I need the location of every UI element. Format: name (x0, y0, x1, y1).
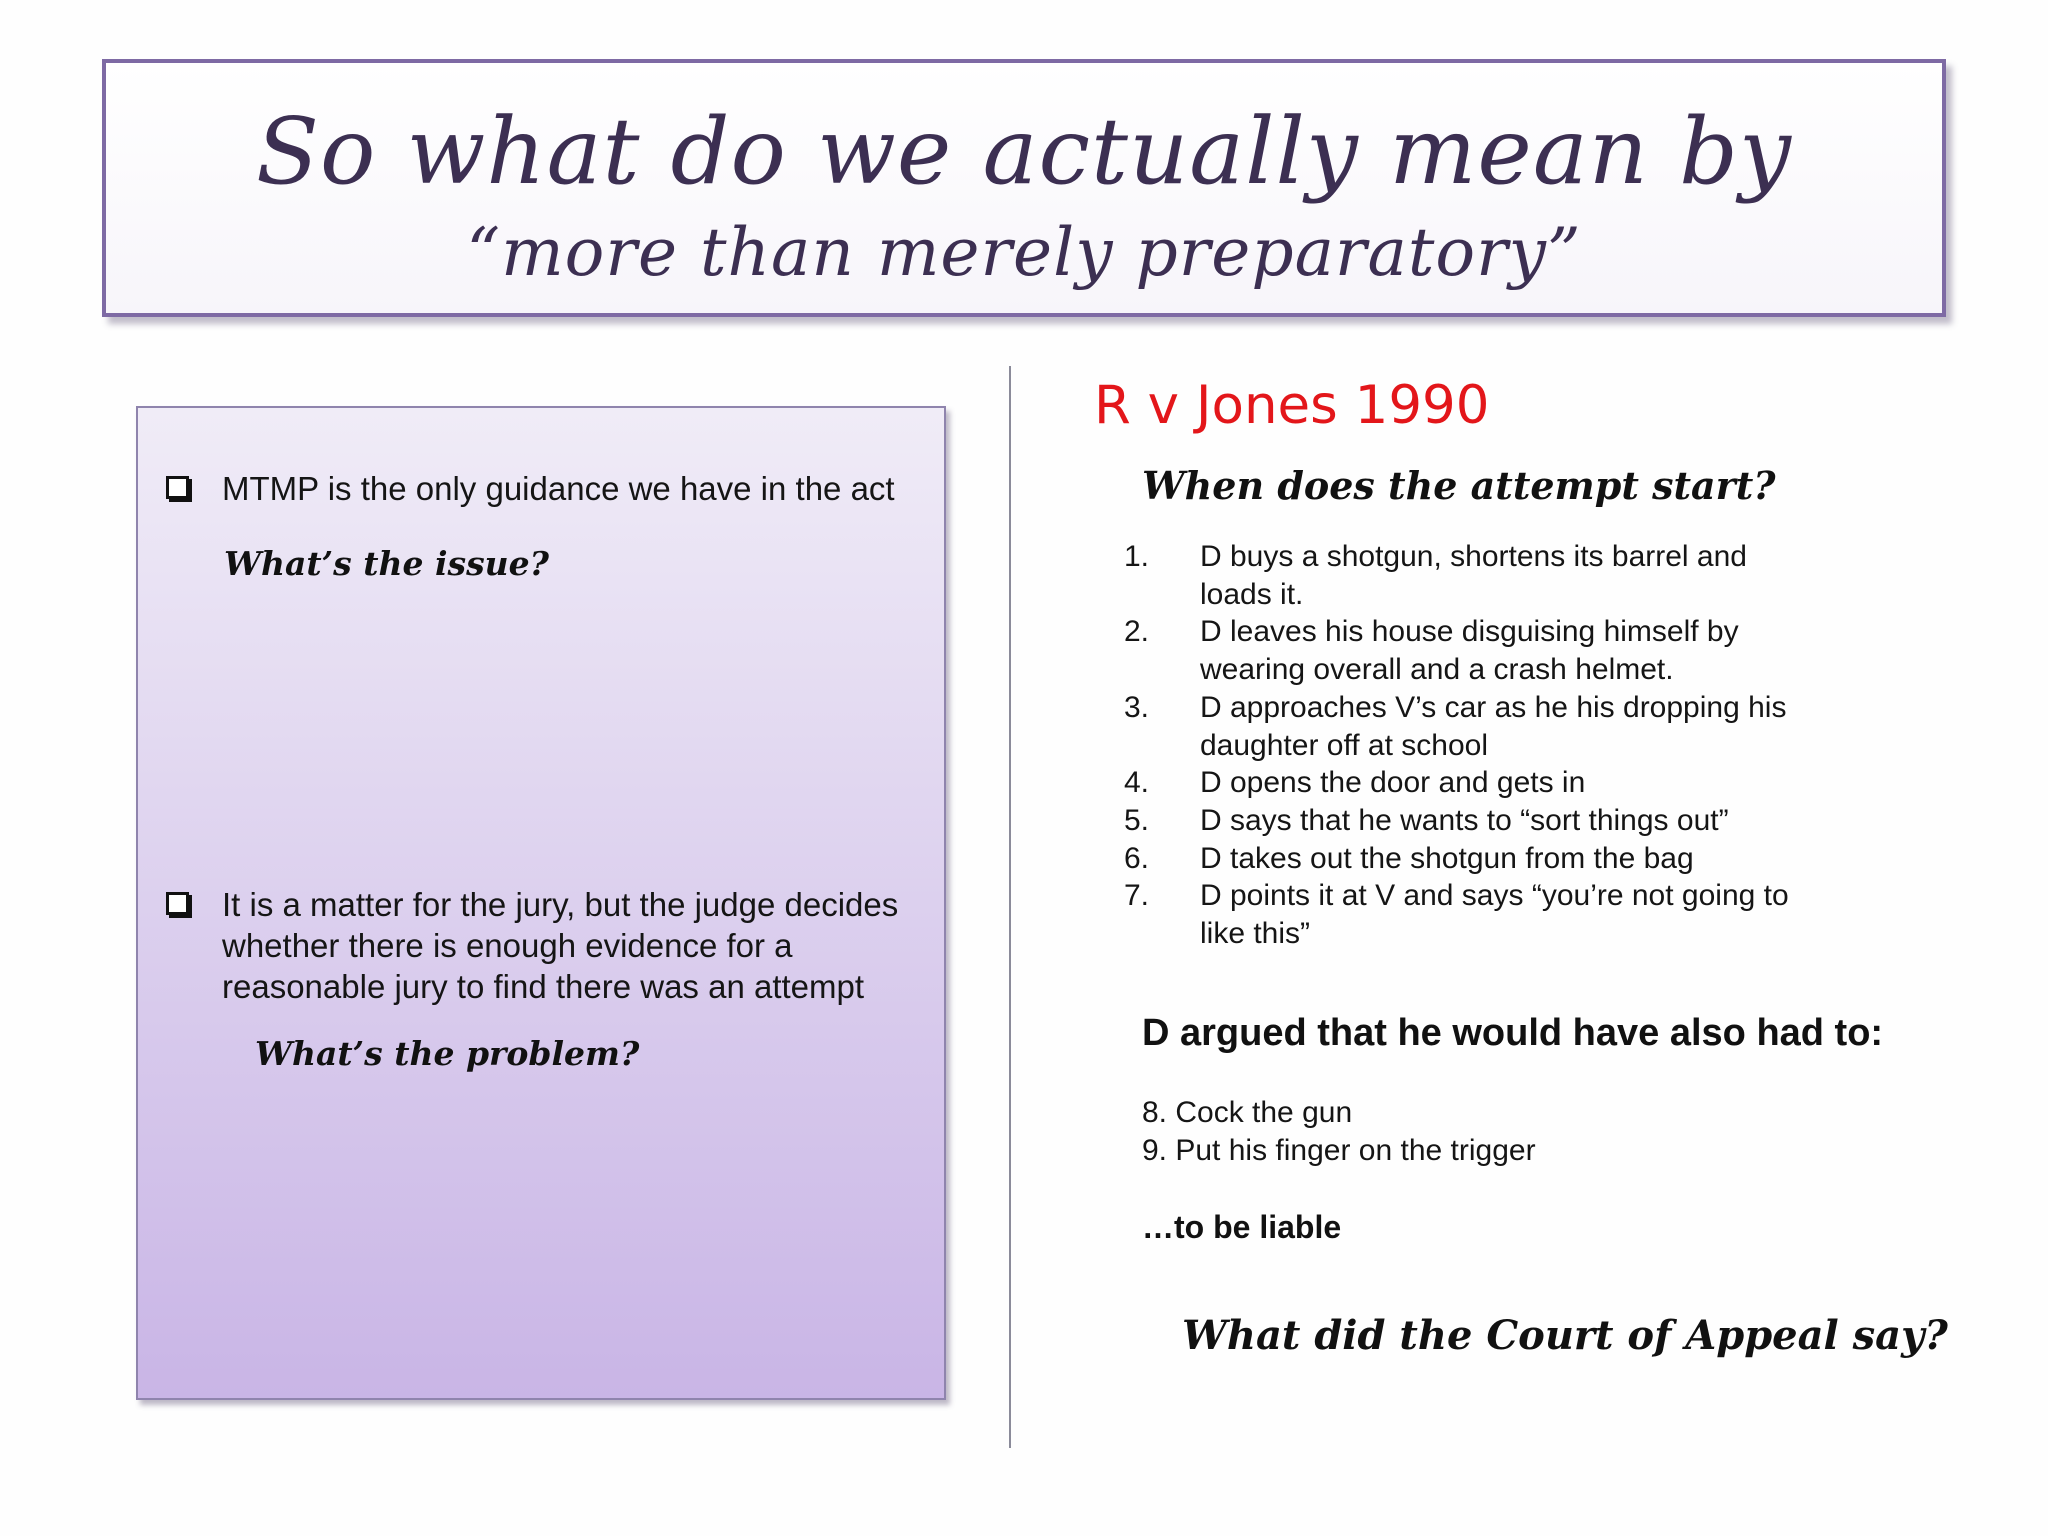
slide-subtitle: “more than merely preparatory” (466, 214, 1582, 291)
court-question: What did the Court of Appeal say? (1182, 1312, 1948, 1359)
bullet-question: What’s the issue? (224, 544, 549, 583)
checkbox-bullet-icon (166, 476, 189, 499)
attempt-question: When does the attempt start? (1142, 463, 1776, 508)
list-item: 2. D leaves his house disguising himself by wearing overall and a crash helmet. (1124, 615, 1739, 687)
argued-heading: D argued that he would have also had to: (1142, 1012, 1884, 1054)
list-item: 3. D approaches V’s car as he his dropping his daughter off at school (1124, 690, 1787, 762)
bullet-text: MTMP is the only guidance we have in the act (222, 470, 895, 507)
checkbox-bullet-icon (166, 892, 189, 915)
steps-list (1124, 538, 1824, 953)
list-item: 8. Cock the gun (1142, 1096, 1353, 1129)
bullet-text: It is a matter for the jury, but the judge decides whether there is enough evidence for a reasonable jury to find there was an attempt (222, 886, 899, 1005)
slide-title: So what do we actually mean by (255, 98, 1793, 205)
list-item: 6. D takes out the shotgun from the bag (1124, 841, 1694, 875)
list-item: 7. D points it at V and says “you’re not going to like this” (1124, 879, 1789, 951)
column-divider (1009, 366, 1011, 1448)
list-item: 9. Put his finger on the trigger (1142, 1134, 1536, 1167)
list-item: 4. D opens the door and gets in (1124, 766, 1586, 800)
list-item: 5. D says that he wants to “sort things out” (1124, 803, 1729, 837)
bullet-question: What’s the problem? (255, 1034, 640, 1073)
title-box (102, 59, 1946, 317)
liable-text: …to be liable (1142, 1209, 1342, 1245)
left-panel (136, 406, 946, 1400)
list-item: 1. D buys a shotgun, shortens its barrel and loads it. (1124, 540, 1747, 611)
case-title: R v Jones 1990 (1094, 375, 1490, 436)
extra-steps-list (1142, 1094, 1536, 1170)
